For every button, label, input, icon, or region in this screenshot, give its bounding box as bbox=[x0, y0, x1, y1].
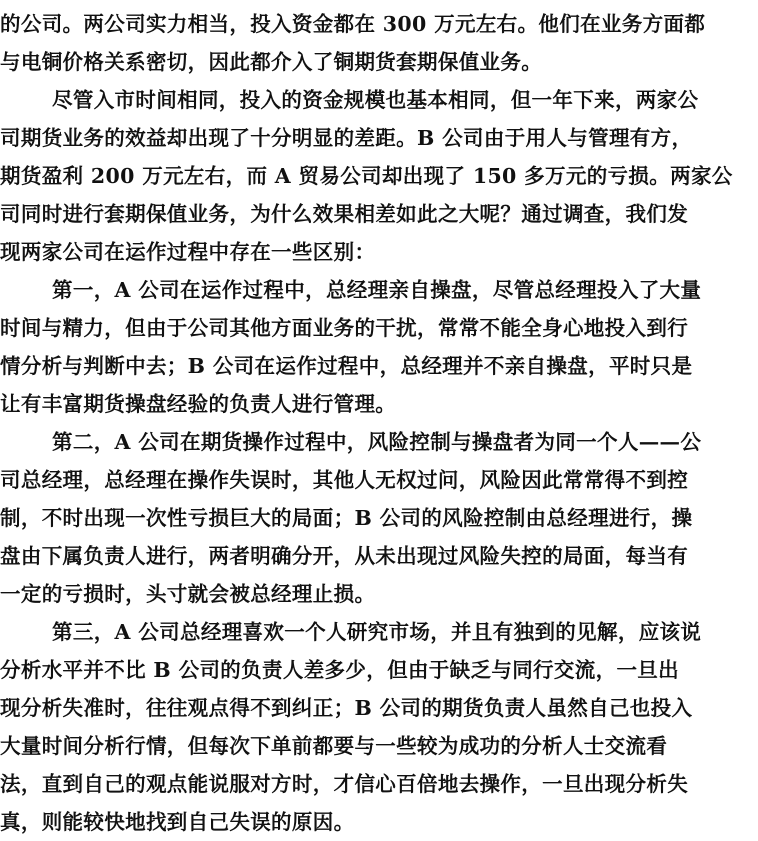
paragraph-start-line: 尽管入市时间相同，投入的资金规模也基本相同，但一年下来，两家公 bbox=[52, 88, 699, 112]
text-line: 大量时间分析行情，但每次下单前都要与一些较为成功的分析人士交流看 bbox=[0, 734, 668, 758]
text-line: 分析水平并不比 B 公司的负责人差多少，但由于缺乏与同行交流，一旦出 bbox=[0, 658, 679, 682]
text-line: 现分析失准时，往往观点得不到纠正；B 公司的期货负责人虽然自己也投入 bbox=[0, 696, 693, 720]
text-line: 的公司。两公司实力相当，投入资金都在 300 万元左右。他们在业务方面都 bbox=[0, 12, 706, 36]
text-line: 与电铜价格关系密切，因此都介入了铜期货套期保值业务。 bbox=[0, 50, 543, 74]
text-line: 现两家公司在运作过程中存在一些区别： bbox=[0, 240, 376, 264]
text-line: 制，不时出现一次性亏损巨大的局面；B 公司的风险控制由总经理进行，操 bbox=[0, 506, 693, 530]
text-line: 司期货业务的效益却出现了十分明显的差距。B 公司由于用人与管理有方， bbox=[0, 126, 693, 150]
text-line: 盘由下属负责人进行，两者明确分开，从未出现过风险失控的局面，每当有 bbox=[0, 544, 689, 568]
paragraph-start-line: 第二，A 公司在期货操作过程中，风险控制与操盘者为同一个人——公 bbox=[52, 430, 702, 454]
paragraph-start-line: 第一，A 公司在运作过程中，总经理亲自操盘，尽管总经理投入了大量 bbox=[52, 278, 702, 302]
text-line: 司总经理，总经理在操作失误时，其他人无权过问，风险因此常常得不到控 bbox=[0, 468, 689, 492]
text-line: 期货盈利 200 万元左右，而 A 贸易公司却出现了 150 多万元的亏损。两家公 bbox=[0, 164, 733, 188]
text-line: 情分析与判断中去；B 公司在运作过程中，总经理并不亲自操盘，平时只是 bbox=[0, 354, 693, 378]
text-line: 法，直到自己的观点能说服对方时，才信心百倍地去操作，一旦出现分析失 bbox=[0, 772, 689, 796]
paragraph-start-line: 第三，A 公司总经理喜欢一个人研究市场，并且有独到的见解，应该说 bbox=[52, 620, 702, 644]
text-line: 司同时进行套期保值业务，为什么效果相差如此之大呢？通过调查，我们发 bbox=[0, 202, 689, 226]
text-line: 一定的亏损时，头寸就会被总经理止损。 bbox=[0, 582, 376, 606]
text-line: 时间与精力，但由于公司其他方面业务的干扰，常常不能全身心地投入到行 bbox=[0, 316, 689, 340]
text-line: 让有丰富期货操盘经验的负责人进行管理。 bbox=[0, 392, 397, 416]
text-line: 真，则能较快地找到自己失误的原因。 bbox=[0, 810, 355, 834]
